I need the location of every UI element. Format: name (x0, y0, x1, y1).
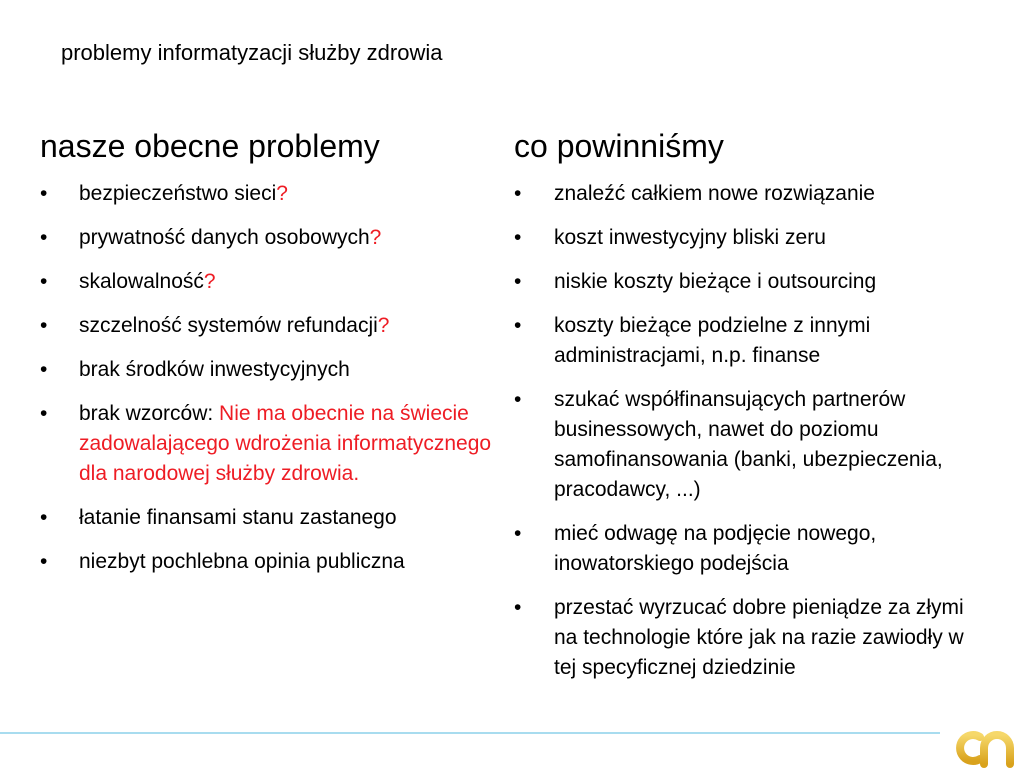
bullet: • (40, 226, 48, 249)
bullet: • (40, 506, 48, 529)
left-column-heading: nasze obecne problemy (40, 128, 380, 164)
list-item: • znaleźć całkiem nowe rozwiązanie (514, 179, 988, 209)
bullet: • (40, 358, 48, 381)
bullet: • (514, 226, 522, 249)
list-item: • bezpieczeństwo sieci? (40, 179, 492, 209)
bullet: • (514, 522, 522, 545)
bullet: • (40, 402, 48, 425)
list-item: • brak środków inwestycyjnych (40, 355, 492, 385)
bullet: • (514, 388, 522, 411)
goals-list (514, 179, 988, 683)
list-item: • koszt inwestycyjny bliski zeru (514, 223, 988, 253)
footer-divider (0, 732, 940, 734)
bullet: • (40, 182, 48, 205)
list-item: • przestać wyrzucać dobre pieniądze za złymi na technologie które jak na razie zawiodły w tej specyficznej dziedzinie (514, 593, 988, 683)
list-item: • prywatność danych osobowych? (40, 223, 492, 253)
right-column-heading: co powinniśmy (514, 128, 724, 164)
list-item: • niezbyt pochlebna opinia publiczna (40, 547, 492, 577)
slide-title: problemy informatyzacji służby zdrowia (61, 40, 443, 65)
problems-list (40, 179, 492, 577)
list-item: • łatanie finansami stanu zastanego (40, 503, 492, 533)
bullet: • (514, 182, 522, 205)
list-item: • mieć odwagę na podjęcie nowego, inowatorskiego podejścia (514, 519, 988, 579)
bullet: • (514, 270, 522, 293)
bullet: • (40, 270, 48, 293)
list-item: • szczelność systemów refundacji? (40, 311, 492, 341)
list-item: • brak wzorców: Nie ma obecnie na świecie zadowalającego wdrożenia informatycznego dla narodowej służby zdrowia. (40, 399, 492, 489)
bullet: • (514, 314, 522, 337)
list-item: • skalowalność? (40, 267, 492, 297)
list-item: • szukać współfinansujących partnerów businessowych, nawet do poziomu samofinansowania (banki, ubezpieczenia, pracodawcy, ...) (514, 385, 988, 505)
list-item: • koszty bieżące podzielne z innymi administracjami, n.p. finanse (514, 311, 988, 371)
list-item: • niskie koszty bieżące i outsourcing (514, 267, 988, 297)
left-column (40, 126, 492, 591)
logo-icon (944, 718, 1024, 768)
bullet: • (514, 596, 522, 619)
bullet: • (40, 550, 48, 573)
right-column (514, 126, 988, 697)
bullet: • (40, 314, 48, 337)
